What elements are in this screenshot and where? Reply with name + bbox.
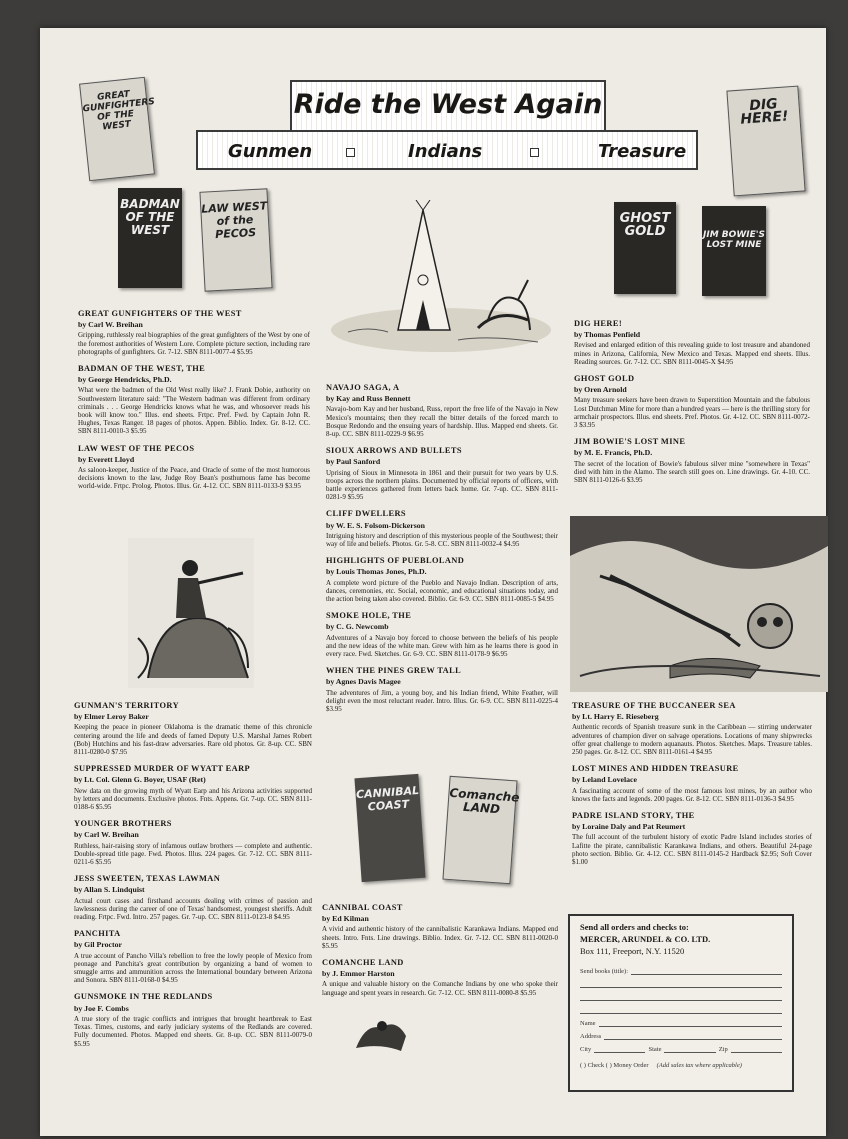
book-entry	[326, 612, 558, 658]
book-description: Uprising of Sioux in Minnesota in 1861 and their pursuit for two years by U.S. troops across the northern plains. Documented by official reports of officers, with battle experiences gathered from letters back home. Gr. 7-up. CC. SBN 8111-0281-9 $5.95	[326, 468, 558, 502]
book-entry	[326, 384, 558, 438]
book-title: CLIFF DWELLERS	[326, 509, 406, 519]
teepee-illustration	[328, 200, 554, 360]
book-entry	[78, 365, 310, 436]
book-author: by Ed Kilman	[322, 914, 369, 924]
book-author: by Loraine Daly and Pat Reumert	[572, 822, 686, 832]
book-author: by Oren Arnold	[574, 385, 627, 395]
payment-options[interactable]: ( ) Check ( ) Money Order (Add sales tax where applicable)	[580, 1062, 742, 1069]
book-title: LAW WEST OF THE PECOS	[78, 443, 195, 453]
book-title: TREASURE OF THE BUCCANEER SEA	[572, 701, 736, 710]
book-title: PADRE ISLAND STORY, THE	[572, 811, 695, 821]
category-treasure: Treasure	[598, 141, 687, 162]
book-author: by Carl W. Breihan	[74, 830, 139, 840]
send-books-line[interactable]	[570, 988, 792, 1001]
cover-comanche-land: Comanche LAND	[442, 776, 517, 884]
book-author: by Joe F. Combs	[74, 1003, 129, 1013]
book-description: A unique and valuable history on the Comanche Indians by one who spoke their language and spent years in research. Gr. 7-12. CC. SBN 8111-0080-8 $5.95	[322, 980, 558, 997]
book-description: Navajo-born Kay and her husband, Russ, report the free life of the Navajo in New Mexico's mountains; then they recall the bitter details of the forced march to Bosque Redondo and the ensuing years of hardship. Illus. Mapped end sheets. Gr. 8-up. CC. SBN 8111-0229-9 $6.95	[326, 405, 558, 439]
book-author: by Allan S. Lindquist	[74, 885, 145, 895]
book-author: by Lt. Col. Glenn G. Boyer, USAF (Ret)	[74, 775, 206, 785]
book-entry	[322, 959, 558, 997]
cover-ghost-gold: GHOST GOLD	[614, 202, 676, 294]
book-title: COMANCHE LAND	[322, 958, 404, 968]
book-title: YOUNGER BROTHERS	[74, 819, 172, 829]
book-description: A fascinating account of some of the most famous lost mines, by an author who knows the facts and legends. 200 pages. Gr. 8-12. CC. SBN 8111-0136-3 $4.95	[572, 786, 812, 803]
category-gunmen: Gunmen	[228, 141, 313, 162]
book-author: by Agnes Davis Magee	[326, 677, 401, 687]
book-title: BADMAN OF THE WEST, THE	[78, 364, 206, 374]
order-form	[568, 914, 794, 1092]
catalog-page	[40, 28, 826, 1136]
book-author: by Carl W. Breihan	[78, 320, 143, 330]
book-author: by Louis Thomas Jones, Ph.D.	[326, 567, 427, 577]
page-title: Ride the West Again	[293, 89, 603, 120]
book-description: As saloon-keeper, Justice of the Peace, and Oracle of some of the most humorous decisions known to the law, Judge Roy Bean's posthumous fame has become world-wide. Frtpc. Prolog. Photos. Illus. Gr. 4-12. CC. SBN 8111-0133-9 $3.95	[78, 466, 310, 491]
book-description: New data on the growing myth of Wyatt Earp and his Arizona activities supported by letters and documents. Exclusive photos. Fnts. Appens. Gr. 7-up. CC. SBN 8111-0188-6 $5.95	[74, 786, 312, 812]
book-author: by J. Emmor Harston	[322, 969, 395, 979]
cowboy-vignette-illustration	[352, 1018, 410, 1054]
book-description: The full account of the turbulent history of exotic Padre Island includes stories of Lafitte the pirate, cannibalistic Karankawa Indians, and others. Beautiful 24-page photo section. Biblio. Gr. 4-12. CC. SBN 8111-0145-2 Hardback $2.95; Soft Cover $1.00	[572, 833, 812, 867]
book-entry	[572, 812, 812, 866]
cover-dig-here: DIG HERE!	[726, 86, 805, 197]
book-entry	[326, 510, 558, 548]
book-title: NAVAJO SAGA, A	[326, 383, 400, 392]
order-form-address: Box 111, Freeport, N.Y. 11520	[580, 946, 685, 956]
book-author: by M. E. Francis, Ph.D.	[574, 448, 653, 458]
middle-column-bottom	[322, 904, 558, 1006]
separator-icon	[346, 148, 355, 157]
separator-icon	[530, 148, 539, 157]
book-entry	[326, 447, 558, 501]
book-description: Keeping the peace in pioneer Oklahoma is the dramatic theme of this chronicle centering around the life and deeds of famed Deputy U.S. Marshal James Robert (Bob) Hutchins and his fast-draw adversaries. Rare old photos. Gr. 8-up. CC. SBN 8111-0280-0 $7.95	[74, 723, 312, 757]
book-entry	[74, 765, 312, 811]
book-description: The secret of the location of Bowie's fabulous silver mine "somewhere in Texas" died with him in the Alamo. The search still goes on. Line drawings. Gr. 4-10. CC. SBN 8111-0126-6 $3.95	[574, 459, 810, 485]
book-entry	[572, 765, 812, 803]
right-column-bottom	[572, 702, 812, 875]
order-form-company: MERCER, ARUNDEL & CO. LTD.	[580, 934, 711, 944]
book-entry	[78, 445, 310, 491]
book-entry	[574, 438, 810, 484]
book-description: Adventures of a Navajo boy forced to choose between the beliefs of his people and the new ideas of the white man. Grew with him as he learns there is good in every race. Fwd. Sketches. Gr. 6-9. CC. SBN 8111-0178-9 $6.95	[326, 633, 558, 659]
name-field[interactable]: Name	[570, 1014, 792, 1027]
category-indians: Indians	[408, 141, 483, 162]
book-description: Many treasure seekers have been drawn to Superstition Mountain and the fabulous Lost Dutchman Mine for more than a hundred years — here is the thrilling story for armchair prospectors. Illus. end sheets. Pref. Photos. Gr. 4-12. CC. SBN 8111-0072-3 $3.95	[574, 396, 810, 430]
book-title: LOST MINES AND HIDDEN TREASURE	[572, 764, 739, 774]
city-state-zip-field[interactable]: City State Zip	[570, 1040, 792, 1053]
book-entry	[74, 993, 312, 1047]
book-author: by Thomas Penfield	[574, 330, 641, 340]
book-author: by Gil Proctor	[74, 940, 122, 950]
book-entry	[74, 702, 312, 756]
book-description: Actual court cases and firsthand accounts dealing with crimes of passion and lawlessness during the career of one of Texas' handsomest, youngest sheriffs. Adult reading. Frtpc. Fwd. Intro. 257 pages. Gr. 7-up. CC. SBN 8111-0123-8 $4.95	[74, 896, 312, 922]
book-title: DIG HERE!	[574, 319, 623, 328]
book-entry	[74, 875, 312, 921]
order-form-heading: Send all orders and checks to:	[580, 922, 689, 932]
book-title: SIOUX ARROWS AND BULLETS	[326, 446, 462, 456]
left-column-top	[78, 310, 310, 500]
book-author: by Paul Sanford	[326, 457, 381, 467]
book-entry	[574, 320, 810, 366]
book-description: Ruthless, hair-raising story of infamous outlaw brothers — complete and authentic. Double-spread title page. Fwd. Photos. Illus. 224 pages. Gr. 7-12. CC. SBN 8111-0211-6 $5.95	[74, 841, 312, 867]
book-title: GHOST GOLD	[574, 374, 635, 384]
book-entry	[74, 820, 312, 866]
category-bar	[196, 130, 698, 170]
book-author: by Kay and Russ Bennett	[326, 394, 411, 404]
book-title: JESS SWEETEN, TEXAS LAWMAN	[74, 874, 221, 884]
book-description: Authentic records of Spanish treasure sunk in the Caribbean — stirring underwater adventures of champion diver on salvage operations. Locations of many shipwrecks offer great challenge to modern aquanauts. Photos. Sketches. Maps. Treasure tables. 250 pages. Gr. 8-12. CC. SBN 8111-0161-4 $4.95	[572, 723, 812, 757]
book-description: Revised and enlarged edition of this revealing guide to lost treasure and abandoned mines in Arizona, California, New Mexico and Texas. Mapped end sheets. Illus. Reading sources. Gr. 7-12. CC. SBN 8111-0045-X $4.95	[574, 341, 810, 366]
book-entry	[572, 702, 812, 756]
book-author: by George Hendricks, Ph.D.	[78, 375, 172, 385]
book-title: PANCHITA	[74, 929, 121, 939]
book-description: A complete word picture of the Pueblo and Navajo Indian. Description of arts, dances, ceremonies, etc. Social, economic, and educational situations today, and the action being taken also covered. Biblio. Gr. 6-9. CC. SBN 8111-0085-5 $4.95	[326, 578, 558, 604]
book-description: What were the badmen of the Old West really like? J. Frank Dobie, authority on Southwestern literature said: "The Western badman was different from ordinary criminals . . . George Hendricks knows what he was, and whosoever reads his book will know too." Illus. end sheets. Frtpc. Pref. Fwd. by Captain John R. Hughes, Texas Ranger. 18 pages of photos. Appen. Biblio. Index. Gr. 8-12. CC. SBN 8111-0010-3 $5.95	[78, 386, 310, 436]
left-column-bottom	[74, 702, 312, 1057]
address-field[interactable]: Address	[570, 1027, 792, 1040]
send-books-field[interactable]: Send books (title):	[570, 962, 792, 975]
book-entry	[574, 375, 810, 429]
book-author: by Elmer Leroy Baker	[74, 712, 149, 722]
book-author: by Everett Lloyd	[78, 454, 135, 464]
right-column-top	[574, 320, 810, 493]
send-books-line[interactable]	[570, 975, 792, 988]
cover-cannibal-coast: CANNIBAL COAST	[354, 774, 425, 882]
book-description: Intriguing history and description of this mysterious people of the Southwest; their way of life and beliefs. Photos. Gr. 5-8. CC. SBN 8111-0032-4 $4.95	[326, 531, 558, 549]
cover-law-west: LAW WEST of the PECOS	[199, 188, 272, 291]
book-author: by C. G. Newcomb	[326, 622, 389, 632]
book-entry	[78, 310, 310, 356]
book-entry	[74, 930, 312, 984]
treasure-illustration	[570, 516, 828, 692]
book-author: by Lt. Harry E. Rieseberg	[572, 712, 659, 722]
book-title: WHEN THE PINES GREW TALL	[326, 666, 462, 676]
cover-jim-bowie: JIM BOWIE'S LOST MINE	[702, 206, 766, 296]
book-title: GUNSMOKE IN THE REDLANDS	[74, 992, 213, 1002]
send-books-line[interactable]	[570, 1001, 792, 1014]
middle-column-top	[326, 384, 558, 722]
book-description: A true account of Pancho Villa's rebellion to free the lowly people of Mexico from peonage and Panchita's great contribution by organizing a band of women to smuggle arms and ammunition across the International boundary between Arizona and Sonora. SBN 8111-0168-0 $4.95	[74, 951, 312, 985]
book-title: HIGHLIGHTS OF PUEBLOLAND	[326, 556, 465, 566]
book-title: GUNMAN'S TERRITORY	[74, 701, 180, 710]
book-title: GREAT GUNFIGHTERS OF THE WEST	[78, 309, 242, 318]
book-author: by W. E. S. Folsom-Dickerson	[326, 520, 425, 530]
book-description: A vivid and authentic history of the cannibalistic Karankawa Indians. Mapped end sheets. Intro. Fnts. Line drawings. Biblio. Index. Gr. 7-12. CC. SBN 8111-0020-0 $5.95	[322, 925, 558, 950]
book-entry	[326, 667, 558, 713]
book-entry	[322, 904, 558, 950]
title-banner	[290, 80, 606, 132]
cover-great-gunfighters: GREAT GUNFIGHTERS OF THE WEST	[79, 77, 155, 181]
book-title: CANNIBAL COAST	[322, 903, 403, 912]
gunman-on-horse-illustration	[128, 538, 254, 688]
book-author: by Leland Lovelace	[572, 775, 637, 785]
book-description: A true story of the tragic conflicts and intrigues that brought heartbreak to East Texas. Times, customs, and early judiciary systems of the Redlands are covered. Fully documented. Photos. Mapped end sheets. Gr. 8-up. CC. SBN 8111-0079-0 $5.95	[74, 1014, 312, 1048]
book-title: SUPPRESSED MURDER OF WYATT EARP	[74, 764, 251, 774]
book-entry	[326, 557, 558, 603]
book-title: SMOKE HOLE, THE	[326, 611, 412, 621]
cover-badman: BADMAN OF THE WEST	[118, 188, 182, 288]
book-title: JIM BOWIE'S LOST MINE	[574, 437, 686, 447]
book-description: Gripping, ruthlessly real biographies of the great gunfighters of the West by one of the foremost authorities of Western Lore. Complete picture section, including rare photographs of gunfighters. Gr. 7-12. SBN 8111-0077-4 $5.95	[78, 331, 310, 356]
book-description: The adventures of Jim, a young boy, and his Indian friend, White Feather, will delight even the most reluctant reader. Intro. Illus. Gr. 6-9. CC. SBN 8111-0225-4 $3.95	[326, 688, 558, 714]
